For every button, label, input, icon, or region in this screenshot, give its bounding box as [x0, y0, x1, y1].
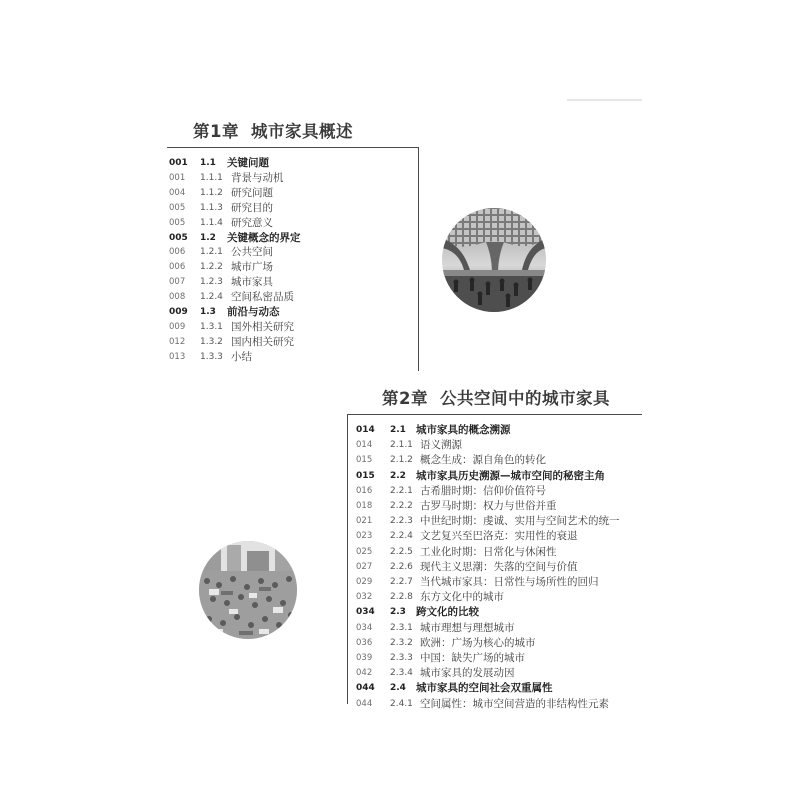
toc-page-number: 029 — [356, 577, 373, 587]
toc-entry-title: 城市家具的发展动因 — [420, 667, 515, 680]
toc-entry-title: 古希腊时期：信仰价值符号 — [420, 484, 546, 497]
toc-entry-number: 1.3.2 — [200, 336, 223, 347]
toc-entry-number: 1.2.4 — [200, 292, 223, 303]
toc-page-number: 006 — [169, 262, 186, 273]
toc-entry-number: 2.2.3 — [390, 516, 413, 527]
toc-page-number: 005 — [169, 232, 188, 243]
toc-entry-number: 1.2.2 — [200, 262, 223, 273]
toc-entry-title: 概念生成：源自角色的转化 — [420, 454, 546, 467]
toc-entry-title: 空间私密品质 — [231, 291, 294, 304]
toc-page-number: 044 — [356, 683, 375, 694]
toc-page-number: 007 — [169, 277, 186, 288]
toc-entry-title: 古罗马时期：权力与世俗并重 — [420, 500, 557, 512]
toc-entry-title: 公共空间 — [231, 246, 273, 259]
toc-entry-number: 2.1 — [390, 425, 406, 435]
toc-page-number: 006 — [169, 247, 186, 258]
toc-page-number: 027 — [356, 561, 373, 572]
toc-entry-number: 2.4 — [390, 683, 406, 694]
toc-entry-number: 2.3.4 — [390, 668, 413, 679]
toc-entry-number: 2.2.4 — [390, 531, 413, 542]
toc-entry-title: 语义溯源 — [420, 439, 462, 452]
toc-entry-number: 1.1.3 — [200, 202, 223, 213]
toc-entry-number: 2.3.2 — [390, 637, 413, 648]
toc-page-number: 009 — [169, 321, 186, 332]
toc-entry-number: 2.2.7 — [390, 577, 413, 587]
toc-entry-title: 欧洲：广场为核心的城市 — [420, 636, 536, 649]
toc-entry-title: 研究目的 — [231, 201, 273, 214]
toc-entry-number: 2.3.3 — [390, 653, 413, 663]
toc-entry-number: 2.2 — [390, 470, 406, 481]
toc-page-number: 015 — [356, 470, 375, 481]
toc-entry-title: 背景与动机 — [231, 171, 284, 184]
toc-entry-number: 1.3.1 — [200, 321, 223, 332]
toc-entry-title: 现代主义思潮：失落的空间与价值 — [420, 560, 578, 573]
chapter2-title: 公共空间中的城市家具 — [439, 389, 610, 408]
toc-entry-number: 2.4.1 — [390, 698, 413, 709]
toc-entry-number: 2.2.6 — [390, 561, 413, 572]
toc-page-number: 025 — [356, 546, 373, 557]
toc-page-number: 021 — [356, 516, 373, 527]
toc-entry-title: 城市广场 — [231, 261, 273, 274]
toc-page-number: 018 — [356, 501, 373, 511]
toc-entry-number: 2.2.2 — [390, 501, 413, 511]
toc-entry-number: 1.3 — [200, 307, 216, 317]
toc-entry-number: 2.3.1 — [390, 622, 413, 633]
toc-page-number: 004 — [169, 187, 186, 198]
toc-page-number: 032 — [356, 592, 373, 603]
toc-page-number: 009 — [169, 307, 188, 317]
toc-entry-number: 2.1.1 — [390, 440, 413, 451]
toc-page-number: 001 — [169, 158, 188, 168]
toc-page-number: 015 — [356, 455, 373, 466]
toc-entry-title: 关键问题 — [227, 157, 269, 169]
chapter1-rule — [167, 147, 419, 148]
toc-entry-title: 中国：缺失广场的城市 — [420, 652, 525, 664]
toc-entry-title: 关键概念的界定 — [227, 231, 301, 244]
chapter2-rule — [347, 414, 642, 415]
toc-page-number: 014 — [356, 425, 375, 435]
toc-page-number: 005 — [169, 202, 186, 213]
toc-entry-number: 1.1.2 — [200, 187, 223, 198]
chapter1-title: 城市家具概述 — [250, 122, 353, 141]
toc-page-number: 034 — [356, 607, 375, 618]
toc-entry-title: 前沿与动态 — [227, 306, 280, 318]
toc-entry-title: 文艺复兴至巴洛克：实用性的衰退 — [420, 530, 578, 543]
toc-entry-number: 1.3.3 — [200, 351, 223, 362]
toc-entry-number: 2.2.5 — [390, 546, 413, 557]
toc-entry-title: 东方文化中的城市 — [420, 591, 504, 604]
toc-entry-title: 研究问题 — [231, 186, 273, 199]
toc-entry-number: 1.1 — [200, 158, 216, 168]
toc-entry-title: 研究意义 — [231, 216, 273, 229]
toc-entry-title: 当代城市家具：日常性与场所性的回归 — [420, 576, 599, 588]
crowd-photo — [199, 541, 297, 639]
toc-page-number: 013 — [169, 351, 186, 362]
chapter2-label: 第2章 — [382, 389, 428, 408]
canopy-photo — [442, 208, 546, 312]
chapter2-heading — [382, 385, 610, 409]
toc-page-number: 008 — [169, 292, 186, 303]
toc-entry-title: 城市理想与理想城市 — [420, 621, 515, 634]
toc-page-number: 034 — [356, 622, 373, 633]
toc-entry-title: 国外相关研究 — [231, 320, 294, 333]
toc-entry-number: 2.3 — [390, 607, 406, 618]
toc-entry-number: 1.1.1 — [200, 172, 223, 183]
toc-page-number: 044 — [356, 698, 373, 709]
toc-entry-title: 中世纪时期：虔诚、实用与空间艺术的统一 — [420, 515, 620, 528]
toc-page-number: 039 — [356, 653, 373, 663]
toc-page-number: 023 — [356, 531, 373, 542]
chapter1-side-rule — [418, 147, 419, 371]
toc-page-number: 042 — [356, 668, 373, 679]
toc-entry-number: 2.2.8 — [390, 592, 413, 603]
toc-entry-title: 城市家具历史溯源—城市空间的秘密主角 — [416, 469, 605, 482]
toc-entry-title: 城市家具的空间社会双重属性 — [416, 682, 553, 695]
toc-entry-number: 1.2 — [200, 232, 216, 243]
toc-page-number: 001 — [169, 172, 186, 183]
chapter1-label: 第1章 — [193, 122, 239, 141]
chapter1-heading — [193, 118, 353, 142]
toc-entry-number: 1.2.1 — [200, 247, 223, 258]
header-rule — [567, 99, 642, 101]
toc-entry-title: 国内相关研究 — [231, 335, 294, 348]
toc-page-number: 005 — [169, 217, 186, 228]
toc-page-number: 014 — [356, 440, 373, 451]
toc-page-number: 036 — [356, 637, 373, 648]
toc-entry-title: 小结 — [231, 350, 252, 363]
toc-entry-title: 城市家具的概念溯源 — [416, 424, 511, 436]
toc-entry-number: 2.1.2 — [390, 455, 413, 466]
toc-entry-number: 2.2.1 — [390, 485, 413, 496]
toc-entry-title: 工业化时期：日常化与休闲性 — [420, 545, 557, 558]
toc-entry-title: 跨文化的比较 — [416, 606, 479, 619]
toc-entry-number: 1.1.4 — [200, 217, 223, 228]
toc-entry-title: 空间属性：城市空间营造的非结构性元素 — [420, 697, 609, 710]
toc-entry-title: 城市家具 — [231, 276, 273, 289]
toc-page-number: 012 — [169, 336, 186, 347]
chapter2-side-rule — [347, 414, 348, 704]
toc-entry-number: 1.2.3 — [200, 277, 223, 288]
toc-page-number: 016 — [356, 485, 373, 496]
